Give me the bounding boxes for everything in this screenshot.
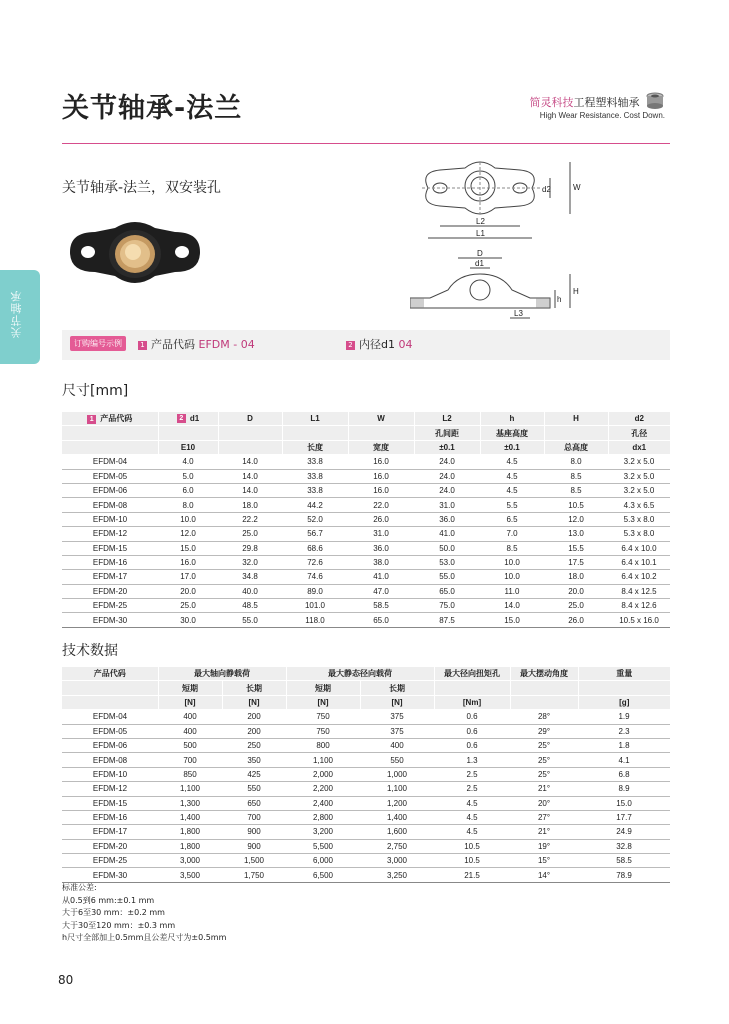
brand-tagline: High Wear Resistance. Cost Down. — [539, 111, 665, 120]
table-row — [62, 483, 670, 497]
table-cell: 25° — [510, 767, 578, 781]
table-cell: 58.5 — [348, 599, 414, 613]
table-cell: 5.3 x 8.0 — [608, 512, 670, 526]
table-cell: 4.3 x 6.5 — [608, 498, 670, 512]
table-cell: 4.5 — [480, 483, 544, 497]
table-cell: 1,600 — [360, 825, 434, 839]
table-cell: EFDM-17 — [62, 570, 158, 584]
table-cell: 1,800 — [158, 839, 222, 853]
table-cell: 41.0 — [414, 527, 480, 541]
table-row — [62, 498, 670, 512]
table-cell: 550 — [222, 782, 286, 796]
table-cell: 3,500 — [158, 868, 222, 882]
dim-label-D: D — [477, 249, 483, 258]
table-cell: 16.0 — [348, 483, 414, 497]
table-cell: EFDM-06 — [62, 738, 158, 752]
table-row — [62, 584, 670, 598]
table-cell: 26.0 — [544, 613, 608, 627]
table-cell: 6.5 — [480, 512, 544, 526]
table-cell: 58.5 — [578, 854, 670, 868]
table-cell: EFDM-25 — [62, 854, 158, 868]
table-cell: 10.5 — [434, 839, 510, 853]
table-cell: 55.0 — [218, 613, 282, 627]
table-cell: 375 — [360, 724, 434, 738]
table-cell: 40.0 — [218, 584, 282, 598]
table-cell: 750 — [286, 724, 360, 738]
table-cell: 34.8 — [218, 570, 282, 584]
table-cell: 800 — [286, 738, 360, 752]
table-cell: 1,400 — [158, 810, 222, 824]
header-divider — [62, 143, 670, 144]
table-cell: 17.0 — [158, 570, 218, 584]
table-cell: 8.0 — [544, 455, 608, 469]
table-cell: 400 — [360, 738, 434, 752]
table-cell: 25° — [510, 738, 578, 752]
table-cell: 700 — [222, 810, 286, 824]
table-cell: 52.0 — [282, 512, 348, 526]
table-cell: 6,000 — [286, 854, 360, 868]
table-cell: 14.0 — [218, 483, 282, 497]
table-cell: 87.5 — [414, 613, 480, 627]
note-line: 标准公差: — [62, 883, 97, 892]
table-cell: 55.0 — [414, 570, 480, 584]
table-row — [62, 782, 670, 796]
table-cell: 29° — [510, 724, 578, 738]
table-cell: 7.0 — [480, 527, 544, 541]
table-row — [62, 469, 670, 483]
table-cell: 28° — [510, 710, 578, 724]
table-cell: 2,750 — [360, 839, 434, 853]
table-cell: 32.8 — [578, 839, 670, 853]
table-cell: EFDM-25 — [62, 599, 158, 613]
table-cell: 6.4 x 10.2 — [608, 570, 670, 584]
table-cell: 44.2 — [282, 498, 348, 512]
table-cell: EFDM-30 — [62, 613, 158, 627]
table-cell: 200 — [222, 724, 286, 738]
table-cell: EFDM-16 — [62, 555, 158, 569]
table-cell: 900 — [222, 825, 286, 839]
table-cell: 15.0 — [480, 613, 544, 627]
table-cell: 65.0 — [414, 584, 480, 598]
table-cell: 38.0 — [348, 555, 414, 569]
table-cell: EFDM-17 — [62, 825, 158, 839]
table-row — [62, 455, 670, 469]
side-tab-label: 关节轴承 — [10, 290, 23, 338]
table-cell: 89.0 — [282, 584, 348, 598]
table-cell: 17.7 — [578, 810, 670, 824]
table-row — [62, 868, 670, 882]
table-cell: 30.0 — [158, 613, 218, 627]
table-cell: 350 — [222, 753, 286, 767]
table-cell: 33.8 — [282, 469, 348, 483]
table-cell: 750 — [286, 710, 360, 724]
table-cell: 10.5 x 16.0 — [608, 613, 670, 627]
table-row — [62, 724, 670, 738]
table-cell: 16.0 — [348, 455, 414, 469]
table-cell: 18.0 — [544, 570, 608, 584]
table-cell: 700 — [158, 753, 222, 767]
table-cell: 6.8 — [578, 767, 670, 781]
table-cell: 65.0 — [348, 613, 414, 627]
table-cell: 1,000 — [360, 767, 434, 781]
table-row — [62, 541, 670, 555]
order-example-bar — [62, 330, 670, 360]
table-cell: 5.0 — [158, 469, 218, 483]
table-cell: EFDM-16 — [62, 810, 158, 824]
table-cell: 3,250 — [360, 868, 434, 882]
table-cell: EFDM-05 — [62, 724, 158, 738]
table-cell: 15° — [510, 854, 578, 868]
table-cell: 10.5 — [544, 498, 608, 512]
table-cell: 3,200 — [286, 825, 360, 839]
table-row — [62, 854, 670, 868]
table-cell: 47.0 — [348, 584, 414, 598]
table-cell: 31.0 — [348, 527, 414, 541]
table-cell: 14.0 — [480, 599, 544, 613]
table-cell: 8.4 x 12.5 — [608, 584, 670, 598]
table-cell: 10.0 — [480, 570, 544, 584]
table-cell: 1,100 — [286, 753, 360, 767]
table-cell: 4.5 — [434, 796, 510, 810]
table-cell: 650 — [222, 796, 286, 810]
table-cell: 3.2 x 5.0 — [608, 455, 670, 469]
table-cell: 425 — [222, 767, 286, 781]
table-cell: 4.1 — [578, 753, 670, 767]
table-cell: 36.0 — [348, 541, 414, 555]
table-cell: 25.0 — [158, 599, 218, 613]
table-cell: 10.5 — [434, 854, 510, 868]
table-cell: 15.5 — [544, 541, 608, 555]
table-cell: 4.5 — [480, 455, 544, 469]
table-cell: 25° — [510, 753, 578, 767]
table-row — [62, 613, 670, 627]
table-cell: 1,100 — [360, 782, 434, 796]
table-cell: 8.5 — [480, 541, 544, 555]
table-row — [62, 767, 670, 781]
table-cell: 15.0 — [578, 796, 670, 810]
table-cell: 33.8 — [282, 455, 348, 469]
table-cell: 21° — [510, 825, 578, 839]
table-cell: EFDM-30 — [62, 868, 158, 882]
table-cell: 2.5 — [434, 767, 510, 781]
table-cell: 0.6 — [434, 724, 510, 738]
table-cell: EFDM-04 — [62, 710, 158, 724]
table-cell: 1,400 — [360, 810, 434, 824]
table-cell: 78.9 — [578, 868, 670, 882]
dim-label-L2: L2 — [476, 217, 485, 226]
table-cell: 18.0 — [218, 498, 282, 512]
dim-label-W: W — [573, 183, 581, 192]
table-cell: 8.0 — [158, 498, 218, 512]
dim-label-d1: d1 — [475, 259, 484, 268]
table-cell: 21.5 — [434, 868, 510, 882]
table-cell: 250 — [222, 738, 286, 752]
order-diameter: 2 内径d1 04 — [346, 336, 412, 352]
table-cell: 33.8 — [282, 483, 348, 497]
dimension-section-title: 尺寸[mm] — [62, 383, 129, 399]
table-cell: 24.9 — [578, 825, 670, 839]
table-cell: 5.3 x 8.0 — [608, 527, 670, 541]
table-cell: 375 — [360, 710, 434, 724]
table-cell: 11.0 — [480, 584, 544, 598]
table-cell: 24.0 — [414, 469, 480, 483]
dim-label-h: h — [557, 295, 562, 304]
table-cell: 550 — [360, 753, 434, 767]
table-cell: EFDM-15 — [62, 796, 158, 810]
table-cell: 900 — [222, 839, 286, 853]
table-cell: EFDM-20 — [62, 839, 158, 853]
table-cell: 3,000 — [360, 854, 434, 868]
table-cell: 200 — [222, 710, 286, 724]
table-cell: 20.0 — [544, 584, 608, 598]
table-cell: 2,800 — [286, 810, 360, 824]
table-row — [62, 738, 670, 752]
table-row — [62, 555, 670, 569]
table-cell: 1,800 — [158, 825, 222, 839]
table-cell: 21° — [510, 782, 578, 796]
table-row — [62, 512, 670, 526]
brand-block — [530, 92, 666, 120]
table-cell: 8.4 x 12.6 — [608, 599, 670, 613]
table-cell: 48.5 — [218, 599, 282, 613]
table-cell: EFDM-20 — [62, 584, 158, 598]
table-cell: 24.0 — [414, 455, 480, 469]
table-cell: 14.0 — [218, 469, 282, 483]
table-cell: 36.0 — [414, 512, 480, 526]
product-subtitle: 关节轴承-法兰，双安装孔 — [62, 180, 222, 196]
table-row — [62, 570, 670, 584]
table-cell: 6.0 — [158, 483, 218, 497]
tolerance-notes — [62, 882, 226, 945]
table-cell: 20° — [510, 796, 578, 810]
table-cell: 8.5 — [544, 483, 608, 497]
table-cell: 20.0 — [158, 584, 218, 598]
table-cell: 13.0 — [544, 527, 608, 541]
table-cell: 27° — [510, 810, 578, 824]
table-cell: EFDM-10 — [62, 512, 158, 526]
table-cell: 0.6 — [434, 710, 510, 724]
table-cell: 17.5 — [544, 555, 608, 569]
dim-label-L3: L3 — [514, 309, 523, 318]
table-cell: 72.6 — [282, 555, 348, 569]
table-cell: 2.3 — [578, 724, 670, 738]
brand-name: 简灵科技 — [529, 96, 574, 109]
technical-drawing — [410, 150, 590, 332]
table-cell: 500 — [158, 738, 222, 752]
table-cell: 1.9 — [578, 710, 670, 724]
table-cell: 50.0 — [414, 541, 480, 555]
table-cell: 6.4 x 10.0 — [608, 541, 670, 555]
tech-data-table: 产品代码 最大轴向静载荷 最大静态径向载荷 最大径向扭矩孔 最大摆动角度 重量 短期 长期 短期 长期 [N] [N] [N] [N] [Nm] [g] EFDM-04 400 200 750 375 0.6 28° 1.9 EFDM-05 400 200 750 375 0.6 29° 2.3 EFDM-06 500 250 800 400 0.6 25° 1.8 EFDM-08 700 350 1,100 550 1.3 25° 4.1 EFDM-10 850 425 2,000 1,000 2.5 25° 6.8 EFDM-12 1,100 550 2,200 1,100 2.5 21° 8.9 EFDM-15 1,300 650 2,400 1,200 4.5 20° 15.0 EFDM-16 1,400 700 2,800 1,400 4.5 27° 17.7 EFDM-17 1,800 900 3,200 1,600 4.5 21° 24.9 EFDM-20 1,800 900 5,500 2,750 10.5 19° 32.8 EFDM-25 3,000 1,500 6,000 3,000 10.5 15° 58.5 EFDM-30 3,500 1,750 6,500 3,250 21.5 14° 78.9 — [62, 667, 670, 883]
table-cell: 15.0 — [158, 541, 218, 555]
table-cell: 1.8 — [578, 738, 670, 752]
table-row — [62, 825, 670, 839]
table-row — [62, 810, 670, 824]
dim-label-L1: L1 — [476, 229, 485, 238]
table-cell: EFDM-06 — [62, 483, 158, 497]
table-row — [62, 527, 670, 541]
table-cell: 16.0 — [158, 555, 218, 569]
note-line: 大于30至120 mm：±0.3 mm — [62, 920, 176, 930]
table-cell: 10.0 — [480, 555, 544, 569]
table-cell: 31.0 — [414, 498, 480, 512]
table-cell: 5.5 — [480, 498, 544, 512]
table-cell: 3,000 — [158, 854, 222, 868]
table-cell: 101.0 — [282, 599, 348, 613]
product-photo — [60, 210, 210, 300]
bearing-logo-icon — [645, 92, 665, 110]
table-cell: 2.5 — [434, 782, 510, 796]
page-title: 关节轴承-法兰 — [62, 93, 243, 124]
table-cell: 6,500 — [286, 868, 360, 882]
table-cell: 41.0 — [348, 570, 414, 584]
table-cell: 32.0 — [218, 555, 282, 569]
table-cell: EFDM-10 — [62, 767, 158, 781]
table-cell: 8.5 — [544, 469, 608, 483]
tech-section-title: 技术数据 — [62, 643, 118, 659]
table-cell: 12.0 — [544, 512, 608, 526]
table-cell: 400 — [158, 724, 222, 738]
note-line: 大于6至30 mm：±0.2 mm — [62, 908, 165, 917]
table-cell: EFDM-12 — [62, 527, 158, 541]
table-cell: 75.0 — [414, 599, 480, 613]
table-cell: 26.0 — [348, 512, 414, 526]
dim-label-H: H — [573, 287, 579, 296]
table-cell: 16.0 — [348, 469, 414, 483]
table-cell: 118.0 — [282, 613, 348, 627]
table-cell: 4.5 — [434, 825, 510, 839]
table-cell: 2,000 — [286, 767, 360, 781]
table-cell: 25.0 — [544, 599, 608, 613]
table-cell: 5,500 — [286, 839, 360, 853]
table-cell: 19° — [510, 839, 578, 853]
table-cell: 2,200 — [286, 782, 360, 796]
table-row — [62, 599, 670, 613]
table-cell: 22.0 — [348, 498, 414, 512]
table-cell: 1,200 — [360, 796, 434, 810]
table-cell: 1,100 — [158, 782, 222, 796]
table-cell: 8.9 — [578, 782, 670, 796]
table-row — [62, 753, 670, 767]
table-cell: 1,750 — [222, 868, 286, 882]
table-cell: EFDM-08 — [62, 753, 158, 767]
table-cell: 1.3 — [434, 753, 510, 767]
table-cell: 68.6 — [282, 541, 348, 555]
table-cell: 400 — [158, 710, 222, 724]
brand-product: 工程塑料轴承 — [573, 96, 640, 109]
table-cell: 0.6 — [434, 738, 510, 752]
table-cell: 1,300 — [158, 796, 222, 810]
table-cell: 6.4 x 10.1 — [608, 555, 670, 569]
table-row — [62, 839, 670, 853]
table-row — [62, 710, 670, 724]
table-cell: 3.2 x 5.0 — [608, 469, 670, 483]
table-cell: 2,400 — [286, 796, 360, 810]
table-cell: 4.0 — [158, 455, 218, 469]
table-cell: EFDM-12 — [62, 782, 158, 796]
dimension-table: 1 产品代码 2 d1 D L1 W L2 h H d2 孔间距 基座高度 孔径 E10 长度 宽度 ±0.1 ±0.1 总高度 dx1 EFDM-04 4.0 14.0 33.8 16.0 24.0 4.5 8.0 3.2 x 5.0 EFDM-05 5.0 14.0 33.8 16.0 24.0 4.5 8.5 3.2 x 5.0 EFDM-06 6.0 14.0 33.8 16.0 24.0 4.5 8.5 3.2 x 5.0 EFDM-08 8.0 18.0 44.2 22.0 31.0 5.5 10.5 4.3 x 6.5 EFDM-10 10.0 22.2 52.0 26.0 36.0 6.5 12.0 5.3 x 8.0 EFDM-12 12.0 25.0 56.7 31.0 41.0 7.0 13.0 5.3 x 8.0 EFDM-15 15.0 29.8 68.6 36.0 50.0 8.5 15.5 6.4 x 10.0 EFDM-16 16.0 32.0 72.6 38.0 53.0 10.0 17.5 6.4 x 10.1 EFDM-17 17.0 34.8 74.6 41.0 55.0 10.0 18.0 6.4 x 10.2 EFDM-20 20.0 40.0 89.0 47.0 65.0 11.0 20.0 8.4 x 12.5 EFDM-25 25.0 48.5 101.0 58.5 75.0 14.0 25.0 8.4 x 12.6 EFDM-30 30.0 55.0 118.0 65.0 87.5 15.0 26.0 10.5 x 16.0 — [62, 412, 670, 628]
table-cell: 4.5 — [480, 469, 544, 483]
order-code: 1 产品代码 EFDM - 04 — [138, 336, 255, 352]
table-cell: 53.0 — [414, 555, 480, 569]
dim-label-d2: d2 — [542, 185, 551, 194]
table-row — [62, 796, 670, 810]
table-cell: 14° — [510, 868, 578, 882]
table-cell: EFDM-04 — [62, 455, 158, 469]
table-cell: 25.0 — [218, 527, 282, 541]
table-cell: 12.0 — [158, 527, 218, 541]
page-number: 80 — [58, 973, 74, 987]
table-cell: 74.6 — [282, 570, 348, 584]
note-line: h尺寸全部加上0.5mm且公差尺寸为±0.5mm — [62, 933, 227, 942]
table-cell: 4.5 — [434, 810, 510, 824]
table-cell: 22.2 — [218, 512, 282, 526]
note-line: 从0.5到6 mm:±0.1 mm — [62, 895, 155, 905]
table-cell: 24.0 — [414, 483, 480, 497]
table-cell: EFDM-08 — [62, 498, 158, 512]
table-cell: EFDM-15 — [62, 541, 158, 555]
table-cell: 14.0 — [218, 455, 282, 469]
table-cell: 29.8 — [218, 541, 282, 555]
table-cell: 1,500 — [222, 854, 286, 868]
table-cell: 10.0 — [158, 512, 218, 526]
table-cell: 56.7 — [282, 527, 348, 541]
order-example-label: 订购编号示例 — [70, 336, 126, 351]
table-cell: 3.2 x 5.0 — [608, 483, 670, 497]
side-tab[interactable] — [0, 270, 40, 364]
table-cell: 850 — [158, 767, 222, 781]
table-cell: EFDM-05 — [62, 469, 158, 483]
